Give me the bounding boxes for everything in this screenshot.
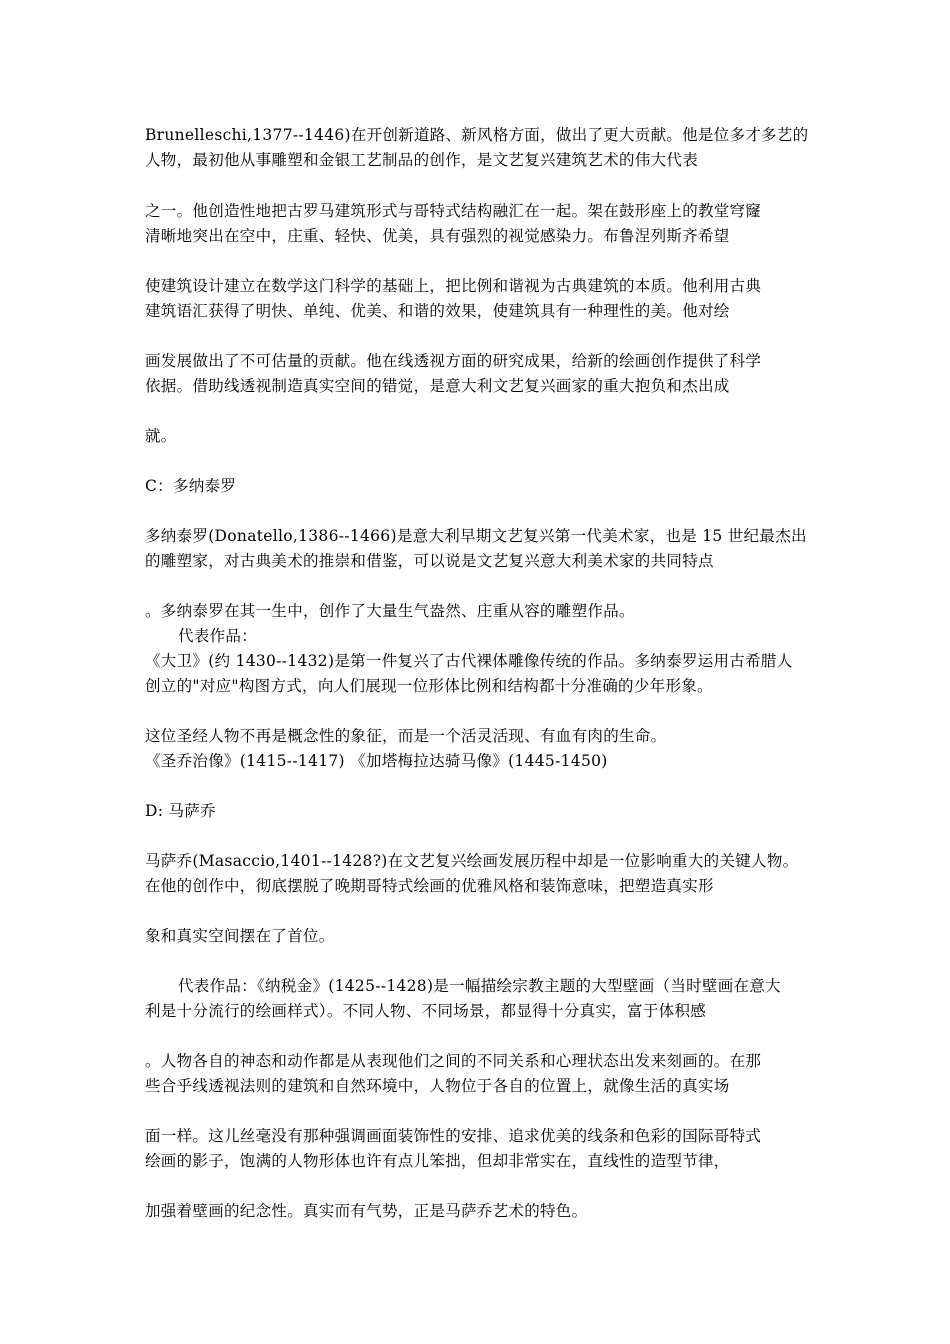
text-line: 的雕塑家，对古典美术的推崇和借鉴，可以说是文艺复兴意大利美术家的共同特点 bbox=[145, 552, 714, 570]
text-line: 代表作品： bbox=[178, 627, 258, 645]
text-line: 就。 bbox=[145, 427, 177, 445]
text-line: 之一。他创造性地把古罗马建筑形式与哥特式结构融汇在一起。架在鼓形座上的教堂穹窿 bbox=[145, 202, 762, 220]
section-heading: D: 马萨乔 bbox=[145, 802, 216, 820]
text-line: 马萨乔(Masaccio,1401--1428?)在文艺复兴绘画发展历程中却是一位影响重大的关键人物。 bbox=[145, 852, 799, 870]
text-line: 《圣乔治像》(1415--1417) 《加塔梅拉达骑马像》(1445-1450) bbox=[145, 752, 608, 770]
text-line: 创立的"对应"构图方式，向人们展现一位形体比例和结构都十分准确的少年形象。 bbox=[145, 677, 713, 695]
text-line: 在他的创作中，彻底摆脱了晚期哥特式绘画的优雅风格和装饰意味，把塑造真实形 bbox=[145, 877, 714, 895]
text-line: 画发展做出了不可估量的贡献。他在线透视方面的研究成果，给新的绘画创作提供了科学 bbox=[145, 352, 762, 370]
text-line: Brunelleschi,1377--1446)在开创新道路、新风格方面，做出了更大贡献。他是位多才多艺的 bbox=[145, 126, 809, 144]
section-heading: C：多纳泰罗 bbox=[145, 477, 237, 495]
text-line: 多纳泰罗(Donatello,1386--1466)是意大利早期文艺复兴第一代美术家，也是 15 世纪最杰出 bbox=[145, 527, 807, 545]
text-line: 象和真实空间摆在了首位。 bbox=[145, 927, 335, 945]
text-line: 加强着壁画的纪念性。真实而有气势，正是马萨乔艺术的特色。 bbox=[145, 1202, 588, 1220]
text-line: 代表作品：《纳税金》(1425--1428)是一幅描绘宗教主题的大型壁画（当时壁画在意大 bbox=[178, 977, 781, 995]
text-line: 些合乎线透视法则的建筑和自然环境中，人物位于各自的位置上，就像生活的真实场 bbox=[145, 1077, 730, 1095]
text-line: 面一样。这儿丝毫没有那种强调画面装饰性的安排、追求优美的线条和色彩的国际哥特式 bbox=[145, 1127, 762, 1145]
text-line: 利是十分流行的绘画样式）。不同人物、不同场景，都显得十分真实，富于体积感 bbox=[145, 1002, 707, 1020]
text-line: 建筑语汇获得了明快、单纯、优美、和谐的效果，使建筑具有一种理性的美。他对绘 bbox=[145, 302, 730, 320]
text-line: 。人物各自的神态和动作都是从表现他们之间的不同关系和心理状态出发来刻画的。在那 bbox=[145, 1052, 762, 1070]
text-line: 。多纳泰罗在其一生中，创作了大量生气盎然、庄重从容的雕塑作品。 bbox=[145, 602, 635, 620]
text-line: 这位圣经人物不再是概念性的象征，而是一个活灵活现、有血有肉的生命。 bbox=[145, 727, 667, 745]
text-line: 清晰地突出在空中，庄重、轻快、优美，具有强烈的视觉感染力。布鲁涅列斯齐希望 bbox=[145, 227, 730, 245]
text-line: 依据。借助线透视制造真实空间的错觉，是意大利文艺复兴画家的重大抱负和杰出成 bbox=[145, 377, 730, 395]
text-line: 人物，最初他从事雕塑和金银工艺制品的创作，是文艺复兴建筑艺术的伟大代表 bbox=[145, 151, 699, 169]
text-line: 使建筑设计建立在数学这门科学的基础上，把比例和谐视为古典建筑的本质。他利用古典 bbox=[145, 277, 762, 295]
text-line: 绘画的影子，饱满的人物形体也许有点儿笨拙，但却非常实在，直线性的造型节律， bbox=[145, 1152, 730, 1170]
text-line: 《大卫》(约 1430--1432)是第一件复兴了古代裸体雕像传统的作品。多纳泰罗运用古希腊人 bbox=[145, 652, 793, 670]
